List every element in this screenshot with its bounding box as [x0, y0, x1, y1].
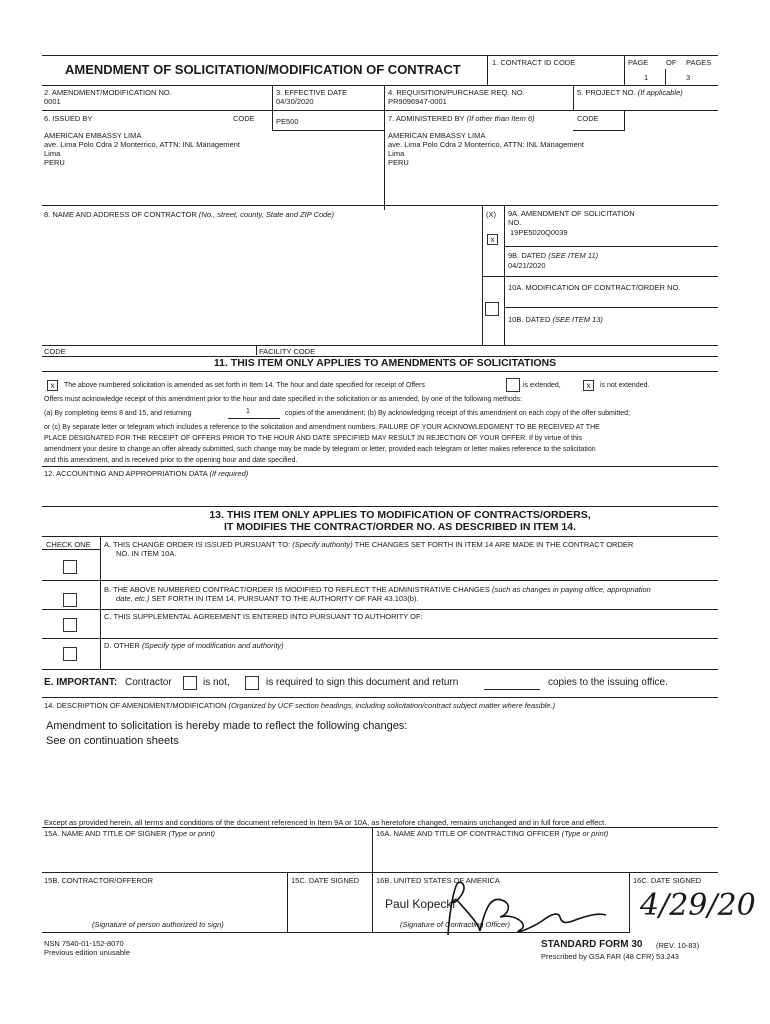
form-revision: (REV. 10-83)	[656, 941, 700, 950]
amend-no-value: 0001	[44, 97, 61, 106]
item-10a-label: 10A. MODIFICATION OF CONTRACT/ORDER NO.	[508, 283, 681, 292]
item-9a-label: 9A. AMENDMENT OF SOLICITATION	[508, 209, 635, 218]
issued-code-label: CODE	[233, 114, 255, 123]
option-c-checkbox[interactable]	[63, 618, 77, 632]
issued-by-line: Lima	[44, 149, 61, 158]
sec11-extended-checkbox[interactable]	[506, 378, 520, 392]
sec11-line7: and this amendment, and is received prior to the opening hour and date specified.	[44, 457, 298, 464]
sec11-not-extended: is not extended.	[600, 382, 650, 389]
signed-date: 4/29/20	[640, 888, 756, 923]
contractor-label: 8. NAME AND ADDRESS OF CONTRACTOR (No., street, county, State and ZIP Code)	[44, 210, 334, 219]
pages-value: 3	[686, 73, 691, 82]
section-13-title-2: IT MODIFIES THE CONTRACT/ORDER NO. AS DESCRIBED IN ITEM 14.	[224, 521, 576, 533]
issued-code-value: PE500	[276, 117, 299, 126]
item-9b-value: 04/21/2020	[508, 261, 546, 270]
option-d-label: D. OTHER (Specify type of modification and authority)	[104, 641, 284, 650]
issued-by-line: AMERICAN EMBASSY LIMA	[44, 131, 142, 140]
standard-form-label: STANDARD FORM 30	[541, 939, 643, 950]
prescribed-by: Prescribed by GSA FAR (48 CFR) 53.243	[541, 952, 679, 961]
item-15a-label: 15A. NAME AND TITLE OF SIGNER (Type or print)	[44, 829, 216, 838]
sig-person-caption: (Signature of person authorized to sign)	[92, 920, 224, 929]
sec11-line2: Offers must acknowledge receipt of this amendment prior to the hour and date specified in the solicitation or as amended, by one of the following methods:	[44, 396, 523, 403]
item-15b-label: 15B. CONTRACTOR/OFFEROR	[44, 876, 154, 885]
x-column-header: (X)	[486, 210, 496, 219]
important-required: is required to sign this document and return	[266, 677, 459, 688]
sec11-line4: or (c) By separate letter or telegram which includes a reference to the solicitation and amendment numbers. FAILURE OF YOUR ACKNOWLEDGMENT TO BE RECEIVED AT THE	[44, 424, 600, 431]
except-text: Except as provided herein, all terms and conditions of the document referenced in Item 9A or 10A, as heretofore changed, remains unchanged and in full force and effect.	[44, 818, 607, 827]
page-value: 1	[644, 73, 649, 82]
sec11-line1: The above numbered solicitation is amended as set forth in Item 14. The hour and date specified for receipt of Offers	[64, 382, 425, 389]
admin-line: AMERICAN EMBASSY LIMA	[388, 131, 486, 140]
option-d-checkbox[interactable]	[63, 647, 77, 661]
pages-label: PAGES	[686, 58, 712, 67]
effective-date-label: 3. EFFECTIVE DATE	[276, 88, 348, 97]
important-label: E. IMPORTANT:	[44, 677, 118, 688]
item-15c-label: 15C. DATE SIGNED	[291, 876, 360, 885]
important-isnot: is not,	[203, 677, 230, 688]
sec11-line3b: copies of the amendment; (b) By acknowledging receipt of this amendment on each copy of the offer submitted;	[285, 410, 631, 417]
sec11-line3a: (a) By completing items 8 and 15, and returning	[44, 410, 192, 417]
issued-by-label: 6. ISSUED BY	[44, 114, 93, 123]
code-label: CODE	[44, 347, 66, 356]
issued-by-line: ave. Lima Polo Cdra 2 Monterrico, ATTN: INL Management	[44, 140, 240, 149]
sec11-not-extended-checkbox[interactable]: x	[583, 380, 594, 391]
of-label: OF	[666, 58, 677, 67]
important-required-checkbox[interactable]	[245, 676, 259, 690]
sec11-copies-value: 1	[246, 408, 250, 415]
important-isnot-checkbox[interactable]	[183, 676, 197, 690]
option-c-label: C. THIS SUPPLEMENTAL AGREEMENT IS ENTERED INTO PURSUANT TO AUTHORITY OF:	[104, 612, 423, 621]
item-10b-label: 10B. DATED (SEE ITEM 13)	[508, 315, 603, 324]
admin-code-label: CODE	[577, 114, 599, 123]
nsn-number: NSN 7540-01-152-8070	[44, 939, 124, 948]
item-14-text-1: Amendment to solicitation is hereby made to reflect the following changes:	[46, 720, 408, 732]
option-a-line2: NO. IN ITEM 10A.	[116, 549, 177, 558]
project-label: 5. PROJECT NO. (If applicable)	[577, 88, 683, 97]
option-b-checkbox[interactable]	[63, 593, 77, 607]
option-b-line2: date, etc.) SET FORTH IN ITEM 14, PURSUANT TO THE AUTHORITY OF FAR 43.103(b).	[116, 594, 419, 603]
effective-date-value: 04/30/2020	[276, 97, 314, 106]
facility-code-label: FACILITY CODE	[259, 347, 316, 356]
form-title: AMENDMENT OF SOLICITATION/MODIFICATION OF CONTRACT	[65, 62, 461, 77]
admin-line: PERU	[388, 158, 409, 167]
item-16b-label: 16B. UNITED STATES OF AMERICA	[376, 876, 500, 885]
signer-name: Paul Kopecki	[385, 897, 456, 911]
sec11-line5: PLACE DESIGNATED FOR THE RECEIPT OF OFFERS PRIOR TO THE HOUR AND DATE SPECIFIED MAY RESULT IN REJECTION OF YOUR OFFER. If by virtue of this	[44, 435, 582, 442]
contract-id-label: 1. CONTRACT ID CODE	[492, 58, 576, 67]
sec11-line6: amendment your desire to change an offer already submitted, such change may be made by telegram or letter, provided each telegram or letter makes reference to the solicitation	[44, 446, 596, 453]
item-16a-label: 16A. NAME AND TITLE OF CONTRACTING OFFICER (Type or print)	[376, 829, 609, 838]
sec11-is-extended: is extended,	[523, 382, 561, 389]
admin-line: Lima	[388, 149, 405, 158]
item-10-checkbox[interactable]	[485, 302, 499, 316]
sec11-amended-checkbox[interactable]: x	[47, 380, 58, 391]
option-b-line1: B. THE ABOVE NUMBERED CONTRACT/ORDER IS MODIFIED TO REFLECT THE ADMINISTRATIVE CHANGES (such as changes in paying office, appropriation	[104, 585, 651, 594]
page-label: PAGE	[628, 58, 649, 67]
item-9b-label: 9B. DATED (SEE ITEM 11)	[508, 251, 599, 260]
item-14-label: 14. DESCRIPTION OF AMENDMENT/MODIFICATION (Organized by UCF section headings, including solicitation/contract subject matter where feasible.)	[44, 701, 556, 710]
item-12-label: 12. ACCOUNTING AND APPROPRIATION DATA (If required)	[44, 469, 249, 478]
amend-no-label: 2. AMENDMENT/MODIFICATION NO.	[44, 88, 172, 97]
option-a-checkbox[interactable]	[63, 560, 77, 574]
issued-by-line: PERU	[44, 158, 65, 167]
administered-by-label: 7. ADMINISTERED BY (If other than Item 6)	[388, 114, 535, 123]
sig-officer-caption: (Signature of Contracting Officer)	[400, 920, 511, 929]
contracting-officer-signature	[420, 875, 640, 945]
item-9a-label-no: NO.	[508, 218, 522, 227]
item-9a-checkbox[interactable]: x	[487, 234, 498, 245]
important-copies: copies to the issuing office.	[548, 677, 668, 688]
section-11-title: 11. THIS ITEM ONLY APPLIES TO AMENDMENTS OF SOLICITATIONS	[213, 357, 557, 369]
check-one-label: CHECK ONE	[46, 540, 91, 549]
important-contractor: Contractor	[125, 677, 172, 688]
requisition-value: PR9096947-0001	[388, 97, 447, 106]
item-9a-value: 19PE5020Q0039	[510, 228, 568, 237]
admin-line: ave. Lima Polo Cdra 2 Monterrico, ATTN: INL Management	[388, 140, 584, 149]
option-a-line1: A. THIS CHANGE ORDER IS ISSUED PURSUANT TO: (Specify authority) THE CHANGES SET FORTH IN ITEM 14 ARE MADE IN THE CONTRACT ORDER	[104, 540, 634, 549]
previous-edition: Previous edition unusable	[44, 948, 130, 957]
section-13-title-1: 13. THIS ITEM ONLY APPLIES TO MODIFICATION OF CONTRACTS/ORDERS,	[209, 509, 591, 521]
item-14-text-2: See on continuation sheets	[46, 735, 179, 747]
requisition-label: 4. REQUISITION/PURCHASE REQ. NO.	[388, 88, 525, 97]
item-16c-label: 16C. DATE SIGNED	[633, 876, 702, 885]
